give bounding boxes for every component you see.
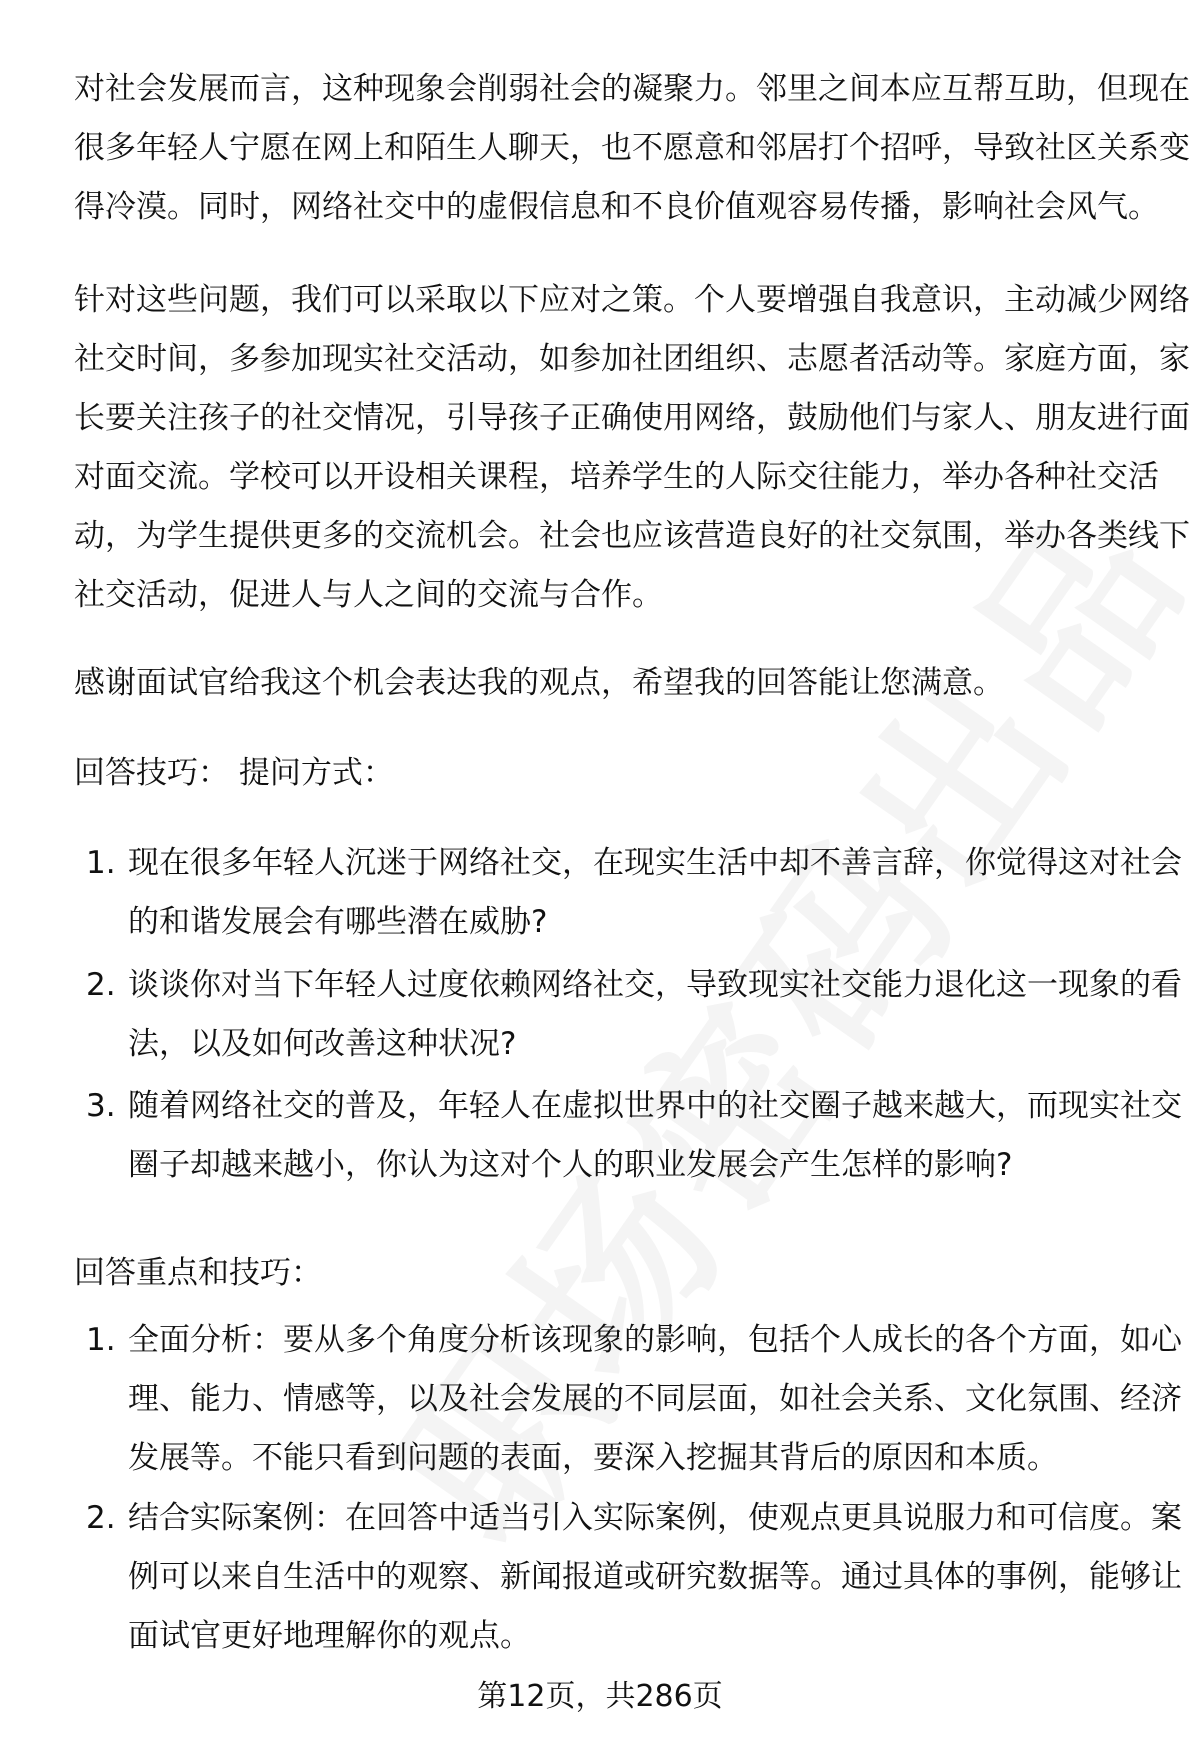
text-line: 发展等。不能只看到问题的表面，要深入挖掘其背后的原因和本质。 xyxy=(128,1440,1058,1476)
text-line: 得冷漠。同时，网络社交中的虚假信息和不良价值观容易传播，影响社会风气。 xyxy=(74,189,1159,225)
text-line: 全面分析：要从多个角度分析该现象的影响，包括个人成长的各个方面，如心 xyxy=(128,1322,1182,1358)
list-number: 3. xyxy=(86,1088,116,1124)
text-line: 现在很多年轻人沉迷于网络社交，在现实生活中却不善言辞，你觉得这对社会 xyxy=(128,845,1182,881)
text-line: 圈子却越来越小，你认为这对个人的职业发展会产生怎样的影响? xyxy=(128,1147,1013,1183)
text-line: 针对这些问题，我们可以采取以下应对之策。个人要增强自我意识，主动减少网络 xyxy=(74,282,1190,318)
text-line: 法，以及如何改善这种状况? xyxy=(128,1026,517,1062)
text-line: 长要关注孩子的社交情况，引导孩子正确使用网络，鼓励他们与家人、朋友进行面 xyxy=(74,400,1190,436)
text-line: 社交活动，促进人与人之间的交流与合作。 xyxy=(74,577,663,613)
paragraph-countermeasures xyxy=(74,271,1190,625)
heading-text: 回答重点和技巧： xyxy=(74,1255,322,1291)
paragraph-thanks xyxy=(74,654,1154,713)
list-number: 1. xyxy=(86,1322,116,1358)
text-line: 例可以来自生活中的观察、新闻报道或研究数据等。通过具体的事例，能够让 xyxy=(128,1559,1182,1595)
text-line: 社交时间，多参加现实社交活动，如参加社团组织、志愿者活动等。家庭方面，家 xyxy=(74,341,1190,377)
list-number: 2. xyxy=(86,967,116,1003)
text-line: 面试官更好地理解你的观点。 xyxy=(128,1618,531,1654)
text-line: 很多年轻人宁愿在网上和陌生人聊天，也不愿意和邻居打个招呼，导致社区关系变 xyxy=(74,130,1190,166)
text-line: 谈谈你对当下年轻人过度依赖网络社交，导致现实社交能力退化这一现象的看 xyxy=(128,967,1182,1003)
heading-text: 回答技巧： 提问方式： xyxy=(74,755,394,791)
text-line: 对面交流。学校可以开设相关课程，培养学生的人际交往能力，举办各种社交活 xyxy=(74,459,1159,495)
text-line: 的和谐发展会有哪些潜在威胁? xyxy=(128,904,548,940)
text-line: 理、能力、情感等，以及社会发展的不同层面，如社会关系、文化氛围、经济 xyxy=(128,1381,1182,1417)
paragraph-social-impact xyxy=(74,60,1190,237)
text-line: 结合实际案例：在回答中适当引入实际案例，使观点更具说服力和可信度。案 xyxy=(128,1500,1182,1536)
text-line: 随着网络社交的普及，年轻人在虚拟世界中的社交圈子越来越大，而现实社交 xyxy=(128,1088,1182,1124)
list-number: 2. xyxy=(86,1500,116,1536)
text-line: 动，为学生提供更多的交流机会。社会也应该营造良好的社交氛围，举办各类线下 xyxy=(74,518,1190,554)
section-heading-tips xyxy=(74,1244,1154,1303)
section-heading-questions xyxy=(74,744,1154,803)
page-number: 第12页，共286页 xyxy=(477,1679,723,1714)
list-number: 1. xyxy=(86,845,116,881)
text-line: 感谢面试官给我这个机会表达我的观点，希望我的回答能让您满意。 xyxy=(74,665,1004,701)
text-line: 对社会发展而言，这种现象会削弱社会的凝聚力。邻里之间本应互帮互助，但现在 xyxy=(74,71,1190,107)
